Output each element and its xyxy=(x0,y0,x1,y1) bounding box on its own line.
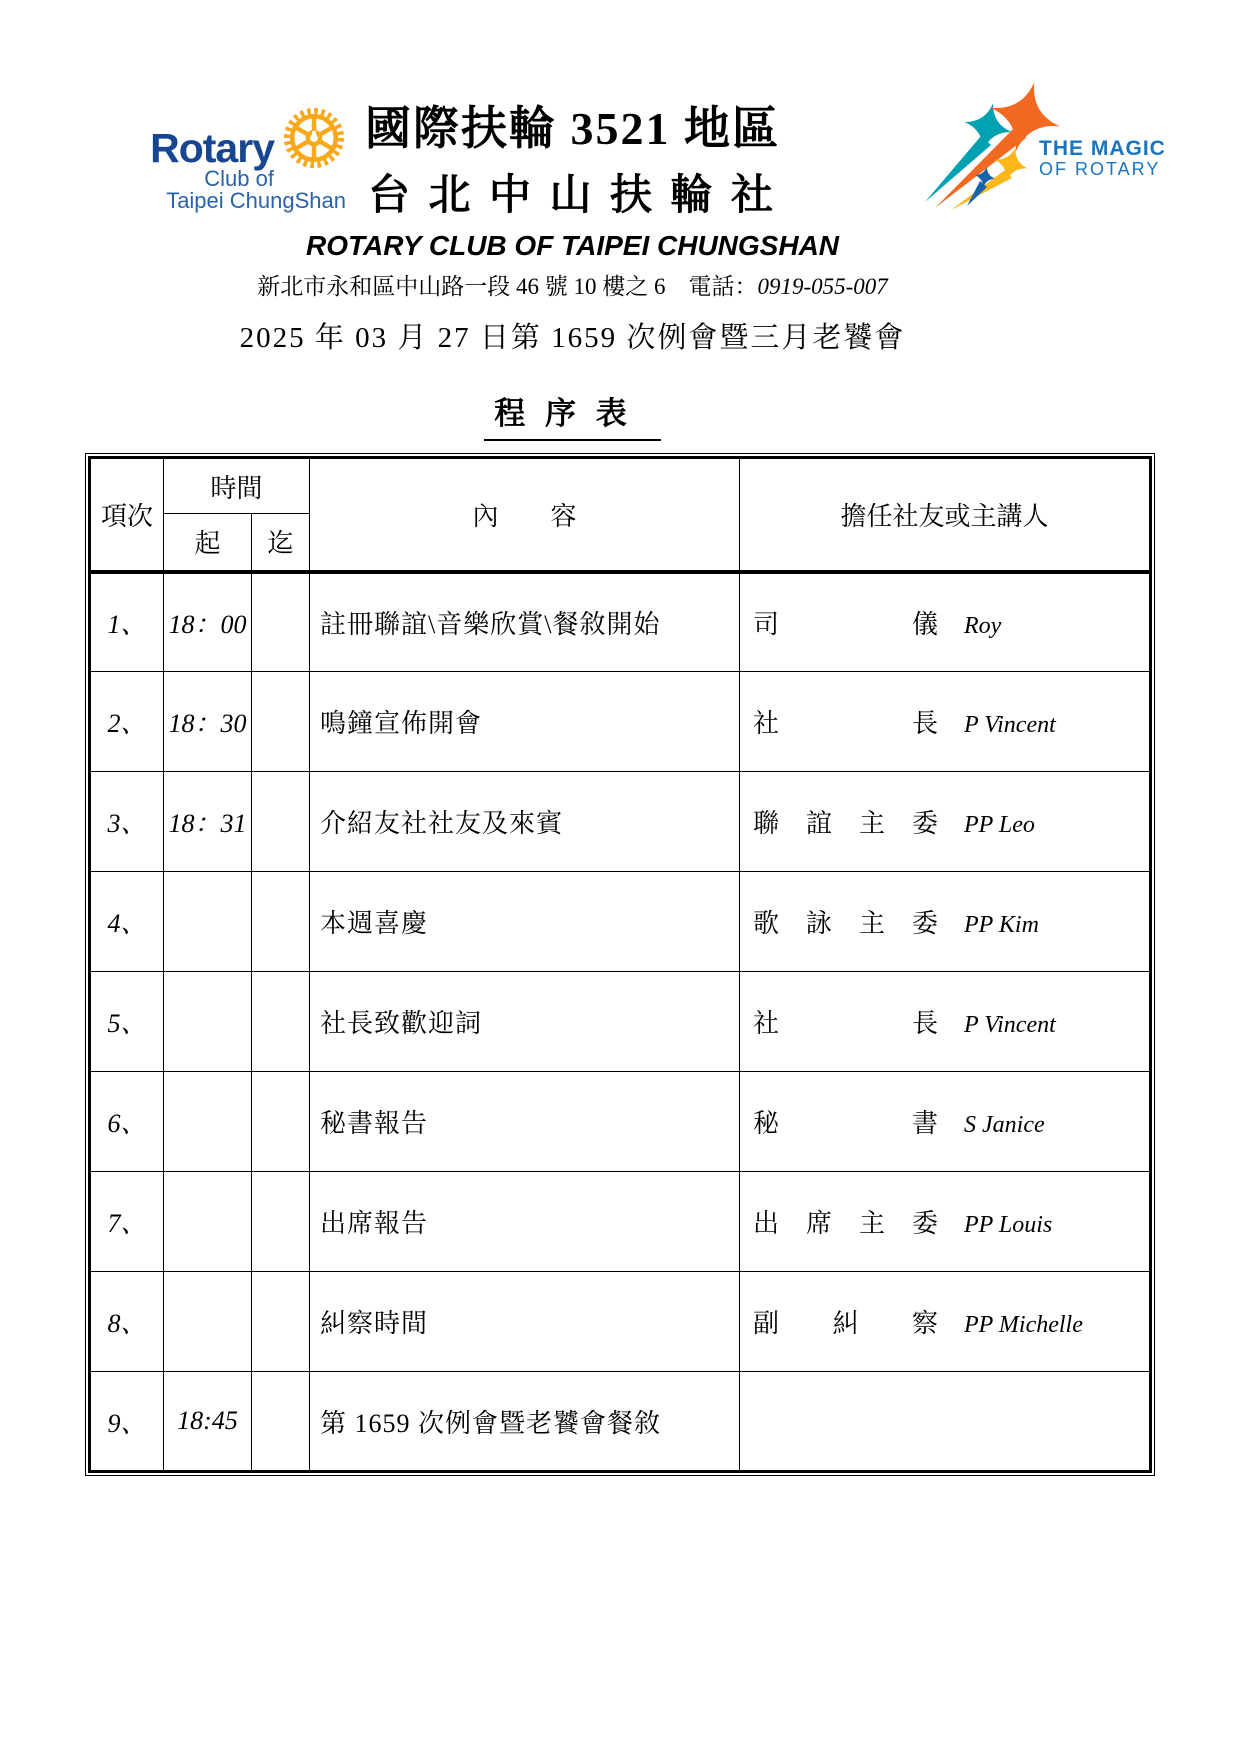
col-header-presenter: 擔任社友或主講人 xyxy=(740,458,1151,572)
presenter-role: 歌詠主委 xyxy=(753,909,939,938)
table-row xyxy=(90,672,1151,772)
presenter-cell xyxy=(740,772,1151,872)
meeting-title: 2025 年 03 月 27 日第 1659 次例會暨三月老饕會 xyxy=(239,322,906,354)
time-start xyxy=(164,1172,252,1272)
time-start xyxy=(164,1072,252,1172)
presenter-cell xyxy=(740,1272,1151,1372)
district-title: 國際扶輪 3521 地區 xyxy=(365,103,780,154)
presenter-cell xyxy=(740,972,1151,1072)
presenter-role: 出席主委 xyxy=(753,1209,939,1238)
table-row xyxy=(90,1172,1151,1272)
presenter-cell xyxy=(740,572,1151,672)
item-no: 5、 xyxy=(90,972,164,1072)
content-cell: 第 1659 次例會暨老饕會餐敘 xyxy=(310,1372,740,1472)
time-end xyxy=(252,1372,310,1472)
table-row xyxy=(90,1372,1151,1472)
item-no: 7、 xyxy=(90,1172,164,1272)
col-header-time: 時間 xyxy=(164,458,310,514)
time-end xyxy=(252,872,310,972)
address-text: 新北市永和區中山路一段 46 號 10 樓之 6 xyxy=(257,274,666,299)
magic-text-line2: OF ROTARY xyxy=(1039,159,1161,180)
content-cell: 出席報告 xyxy=(310,1172,740,1272)
content-cell: 鳴鐘宣佈開會 xyxy=(310,672,740,772)
program-title: 程 序 表 xyxy=(85,388,1060,441)
presenter-cell xyxy=(740,672,1151,772)
rotary-club-name: Taipei ChungShan xyxy=(166,188,346,213)
time-end xyxy=(252,672,310,772)
table-row xyxy=(90,772,1151,872)
time-end xyxy=(252,772,310,872)
magic-text-line1: THE MAGIC xyxy=(1039,137,1166,160)
item-no: 6、 xyxy=(90,1072,164,1172)
time-end xyxy=(252,1172,310,1272)
time-start xyxy=(164,972,252,1072)
table-row xyxy=(90,872,1151,972)
presenter-name: PP Louis xyxy=(964,1212,1053,1238)
item-no: 2、 xyxy=(90,672,164,772)
content-cell: 秘書報告 xyxy=(310,1072,740,1172)
item-no: 9、 xyxy=(90,1372,164,1472)
time-start xyxy=(164,1272,252,1372)
time-end xyxy=(252,972,310,1072)
content-cell: 介紹友社社友及來賓 xyxy=(310,772,740,872)
presenter-cell xyxy=(740,1072,1151,1172)
item-no: 1、 xyxy=(90,572,164,672)
col-header-item: 項次 xyxy=(90,458,164,572)
content-cell: 本週喜慶 xyxy=(310,872,740,972)
program-table xyxy=(88,456,1152,1473)
presenter-role: 社長 xyxy=(753,709,939,738)
phone-number: 0919-055-007 xyxy=(757,274,888,299)
time-end xyxy=(252,1072,310,1172)
content-cell: 註冊聯誼\音樂欣賞\餐敘開始 xyxy=(310,572,740,672)
presenter-role: 社長 xyxy=(753,1009,939,1038)
presenter-cell xyxy=(740,1372,1151,1472)
club-title-zh: 台 北 中 山 扶 輪 社 xyxy=(367,173,777,219)
time-start: 18：30 xyxy=(164,672,252,772)
content-cell: 社長致歡迎詞 xyxy=(310,972,740,1072)
presenter-role: 副糾察 xyxy=(753,1309,939,1338)
item-no: 8、 xyxy=(90,1272,164,1372)
presenter-name: S Janice xyxy=(964,1112,1045,1138)
col-header-end: 迄 xyxy=(252,514,310,572)
presenter-cell xyxy=(740,1172,1151,1272)
phone-label: 電話： xyxy=(665,274,758,299)
table-row xyxy=(90,1072,1151,1172)
time-end xyxy=(252,572,310,672)
presenter-name: Roy xyxy=(964,612,1002,639)
program-table-frame xyxy=(85,453,1155,1476)
address-line xyxy=(85,268,1060,301)
time-start: 18：00 xyxy=(164,572,252,672)
time-start: 18:45 xyxy=(164,1372,252,1472)
col-header-content: 內 容 xyxy=(310,458,740,572)
item-no: 3、 xyxy=(90,772,164,872)
presenter-name: P Vincent xyxy=(964,712,1056,738)
presenter-cell xyxy=(740,872,1151,972)
col-header-start: 起 xyxy=(164,514,252,572)
rotary-club-of: Club of xyxy=(204,166,274,191)
presenter-name: P Vincent xyxy=(964,1012,1056,1038)
time-end xyxy=(252,1272,310,1372)
presenter-role: 秘書 xyxy=(753,1109,939,1138)
rotary-wordmark: Rotary xyxy=(150,125,274,171)
table-row xyxy=(90,1272,1151,1372)
table-row xyxy=(90,972,1151,1072)
content-cell: 糾察時間 xyxy=(310,1272,740,1372)
time-start xyxy=(164,872,252,972)
presenter-name: PP Michelle xyxy=(964,1312,1083,1338)
presenter-name: PP Kim xyxy=(964,912,1039,938)
presenter-role: 聯誼主委 xyxy=(753,809,939,838)
presenter-name: PP Leo xyxy=(964,812,1035,838)
club-title-en: ROTARY CLUB OF TAIPEI CHUNGSHAN xyxy=(305,230,840,261)
time-start: 18：31 xyxy=(164,772,252,872)
presenter-role: 司儀 xyxy=(753,609,939,639)
table-row xyxy=(90,572,1151,672)
item-no: 4、 xyxy=(90,872,164,972)
